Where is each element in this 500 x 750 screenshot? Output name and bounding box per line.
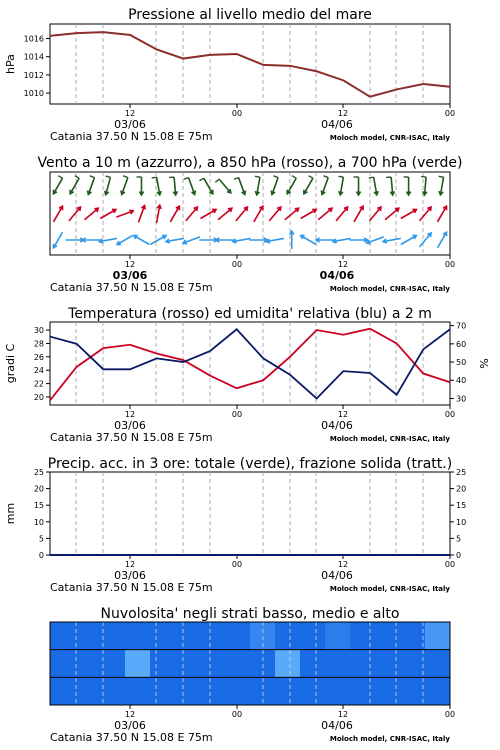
wind-arrow-700hPa bbox=[234, 178, 246, 195]
y-tick-label-right: 0 bbox=[456, 551, 462, 560]
y-tick-label-right: 5 bbox=[456, 534, 462, 544]
wind-shaft bbox=[369, 207, 381, 221]
y-tick-label-right: 60 bbox=[456, 339, 467, 349]
cloud-cell bbox=[325, 650, 351, 678]
wind-arrow-700hPa bbox=[271, 176, 278, 195]
wind-barb bbox=[234, 178, 239, 180]
chart-title: Nuvolosita' negli strati basso, medio e alto bbox=[100, 606, 400, 622]
y-tick-label-right: 20 bbox=[456, 484, 467, 494]
wind-barb bbox=[338, 176, 343, 177]
wind-arrow-700hPa bbox=[53, 176, 62, 194]
wind-shaft bbox=[269, 207, 281, 221]
wind-arrow-10m bbox=[266, 238, 284, 243]
wind-barb bbox=[309, 176, 313, 179]
panel-5 bbox=[50, 606, 455, 744]
x-tick-label: 00 bbox=[444, 710, 456, 719]
date-label: 03/06 bbox=[112, 269, 148, 282]
wind-arrow-10m bbox=[150, 235, 166, 244]
station-info: Catania 37.50 N 15.08 E 75m bbox=[50, 431, 213, 444]
date-label: 03/06 bbox=[114, 118, 146, 131]
wind-shaft bbox=[401, 236, 417, 245]
y-tick-label-right: 70 bbox=[456, 321, 467, 331]
wind-arrow-10m bbox=[438, 232, 447, 248]
wind-arrow-850hPa bbox=[269, 207, 281, 221]
wind-arrow-10m bbox=[99, 238, 117, 243]
wind-arrow-700hPa bbox=[255, 176, 260, 195]
cloud-cell bbox=[425, 622, 451, 650]
wind-arrow-700hPa bbox=[70, 176, 79, 194]
y-tick-label-right: 40 bbox=[456, 376, 467, 386]
wind-shaft bbox=[218, 208, 232, 220]
wind-arrow-850hPa bbox=[84, 208, 98, 220]
wind-shaft bbox=[150, 236, 166, 245]
date-label: 04/06 bbox=[321, 118, 353, 131]
x-tick-label: 12 bbox=[124, 710, 136, 719]
wind-arrow-850hPa bbox=[285, 208, 299, 220]
cloud-cell bbox=[325, 622, 351, 650]
cloud-cell bbox=[225, 650, 251, 678]
wind-arrow-10m bbox=[233, 238, 251, 243]
wind-arrow-700hPa bbox=[121, 176, 128, 195]
wind-shaft bbox=[301, 210, 317, 219]
wind-arrow-850hPa bbox=[354, 206, 363, 222]
wind-arrow-700hPa bbox=[88, 176, 95, 195]
y-tick-label: 1012 bbox=[23, 70, 44, 80]
wind-shaft bbox=[354, 206, 363, 222]
wind-arrow-850hPa bbox=[420, 207, 432, 221]
wind-arrow-10m bbox=[420, 233, 432, 247]
y-axis-label: hPa bbox=[4, 54, 17, 74]
cloud-cell bbox=[75, 650, 101, 678]
model-credit: Moloch model, CNR-ISAC, Italy bbox=[329, 585, 450, 593]
cloud-cell bbox=[275, 677, 301, 705]
cloud-cell bbox=[125, 622, 151, 650]
wind-shaft bbox=[438, 232, 447, 248]
wind-barb bbox=[199, 178, 203, 181]
wind-shaft bbox=[54, 206, 63, 222]
wind-arrow-10m bbox=[290, 231, 294, 249]
wind-arrow-10m bbox=[367, 237, 384, 244]
y-tick-label-right: 15 bbox=[456, 501, 467, 511]
wind-arrow-700hPa bbox=[105, 176, 111, 195]
y-axis-label-right: % bbox=[478, 358, 491, 369]
y-tick-label: 28 bbox=[33, 339, 44, 349]
wind-arrow-850hPa bbox=[186, 207, 198, 221]
wind-arrow-850hPa bbox=[318, 208, 332, 220]
wind-arrow-10m bbox=[183, 237, 200, 244]
wind-shaft bbox=[236, 207, 248, 221]
x-tick-label: 12 bbox=[337, 560, 349, 569]
wind-arrow-10m bbox=[301, 235, 317, 244]
y-tick-label: 20 bbox=[33, 484, 44, 494]
y-tick-label: 24 bbox=[33, 366, 44, 376]
wind-arrow-850hPa bbox=[200, 209, 216, 218]
y-tick-label: 0 bbox=[38, 551, 44, 560]
date-label: 03/06 bbox=[114, 419, 146, 432]
y-tick-label: 10 bbox=[33, 517, 44, 527]
panel-frame bbox=[50, 472, 450, 555]
cloud-cell bbox=[375, 677, 401, 705]
wind-shaft bbox=[254, 206, 263, 222]
wind-shaft bbox=[401, 210, 417, 219]
cloud-cell bbox=[325, 677, 351, 705]
wind-arrow-850hPa bbox=[157, 205, 162, 223]
wind-arrow-10m bbox=[401, 235, 417, 244]
wind-shaft bbox=[200, 210, 216, 219]
cloud-cell bbox=[200, 650, 226, 678]
date-label: 03/06 bbox=[114, 569, 146, 582]
wind-arrow-700hPa bbox=[338, 176, 343, 195]
y-tick-label: 30 bbox=[33, 326, 44, 336]
wind-arrow-700hPa bbox=[386, 177, 394, 195]
date-label: 04/06 bbox=[321, 569, 353, 582]
wind-arrow-700hPa bbox=[354, 177, 361, 195]
x-tick-label: 12 bbox=[124, 410, 136, 419]
wind-arrow-850hPa bbox=[254, 206, 263, 222]
wind-barb bbox=[184, 178, 189, 180]
wind-arrow-850hPa bbox=[116, 210, 133, 217]
wind-barb bbox=[106, 176, 111, 177]
y-tick-label: 26 bbox=[33, 352, 44, 362]
wind-arrow-700hPa bbox=[184, 178, 196, 195]
model-credit: Moloch model, CNR-ISAC, Italy bbox=[329, 735, 450, 743]
cloud-cell bbox=[300, 650, 326, 678]
wind-arrow-10m bbox=[316, 238, 334, 242]
wind-arrow-10m bbox=[249, 238, 267, 242]
y-tick-label-right: 30 bbox=[456, 394, 467, 404]
cloud-cell bbox=[125, 677, 151, 705]
date-label: 03/06 bbox=[114, 719, 146, 732]
cloud-cell bbox=[100, 650, 126, 678]
wind-arrow-850hPa bbox=[54, 206, 63, 222]
wind-arrow-850hPa bbox=[218, 208, 232, 220]
cloud-cell bbox=[150, 622, 176, 650]
wind-arrow-10m bbox=[134, 235, 150, 244]
cloud-cell bbox=[375, 650, 401, 678]
wind-shaft bbox=[420, 233, 432, 247]
wind-arrow-700hPa bbox=[421, 177, 427, 195]
wind-arrow-850hPa bbox=[138, 206, 145, 223]
wind-arrow-700hPa bbox=[169, 177, 177, 195]
y-tick-label: 5 bbox=[38, 534, 44, 544]
panel-1 bbox=[4, 7, 455, 143]
y-tick-label: 1010 bbox=[23, 89, 44, 99]
y-tick-label: 15 bbox=[33, 501, 44, 511]
cloud-cell bbox=[275, 622, 301, 650]
wind-arrow-700hPa bbox=[199, 178, 212, 194]
wind-shaft bbox=[54, 178, 63, 194]
wind-arrow-700hPa bbox=[215, 179, 230, 193]
cloud-cell bbox=[175, 650, 201, 678]
cloud-cell bbox=[400, 650, 426, 678]
cloud-cell bbox=[400, 622, 426, 650]
wind-shaft bbox=[54, 232, 63, 248]
wind-barb bbox=[58, 176, 62, 179]
cloud-cell bbox=[350, 677, 376, 705]
wind-arrow-850hPa bbox=[401, 209, 417, 218]
wind-barb bbox=[292, 176, 296, 179]
wind-arrow-10m bbox=[216, 238, 234, 242]
cloud-cell bbox=[400, 677, 426, 705]
wind-arrow-700hPa bbox=[304, 176, 313, 194]
x-tick-label: 12 bbox=[124, 109, 136, 118]
cloud-cell bbox=[200, 677, 226, 705]
wind-arrow-700hPa bbox=[404, 177, 411, 195]
wind-barb bbox=[273, 176, 278, 178]
x-tick-label: 12 bbox=[337, 109, 349, 118]
wind-barb bbox=[255, 176, 260, 177]
cloud-cell bbox=[300, 622, 326, 650]
y-tick-label-right: 50 bbox=[456, 358, 467, 368]
wind-arrow-850hPa bbox=[369, 207, 381, 221]
cloud-cell bbox=[275, 650, 301, 678]
y-tick-label-right: 10 bbox=[456, 517, 467, 527]
wind-shaft bbox=[438, 206, 447, 222]
wind-barb bbox=[90, 176, 95, 178]
wind-shaft bbox=[318, 208, 332, 220]
wind-shaft bbox=[287, 178, 296, 194]
cloud-cell bbox=[150, 677, 176, 705]
wind-arrow-850hPa bbox=[236, 207, 248, 221]
model-credit: Moloch model, CNR-ISAC, Italy bbox=[329, 435, 450, 443]
cloud-cell bbox=[225, 622, 251, 650]
station-info: Catania 37.50 N 15.08 E 75m bbox=[50, 581, 213, 594]
cloud-cell bbox=[75, 622, 101, 650]
wind-arrow-850hPa bbox=[438, 206, 447, 222]
wind-arrow-10m bbox=[166, 238, 184, 243]
x-tick-label: 12 bbox=[124, 560, 136, 569]
wind-arrow-10m bbox=[383, 238, 401, 243]
x-tick-label: 00 bbox=[231, 260, 243, 269]
wind-arrow-700hPa bbox=[136, 177, 143, 195]
x-tick-label: 12 bbox=[337, 710, 349, 719]
x-tick-label: 00 bbox=[231, 109, 243, 118]
wind-arrow-700hPa bbox=[321, 176, 328, 195]
wind-arrow-700hPa bbox=[152, 177, 161, 195]
date-label: 04/06 bbox=[319, 269, 355, 282]
model-credit: Moloch model, CNR-ISAC, Italy bbox=[329, 285, 450, 293]
wind-shaft bbox=[304, 178, 313, 194]
y-tick-label: 1016 bbox=[23, 34, 44, 44]
x-tick-label: 00 bbox=[231, 710, 243, 719]
y-tick-label-right: 25 bbox=[456, 468, 467, 477]
cloud-cell bbox=[50, 622, 76, 650]
cloud-cell bbox=[75, 677, 101, 705]
panel-2 bbox=[37, 155, 462, 294]
cloud-cell bbox=[350, 650, 376, 678]
station-info: Catania 37.50 N 15.08 E 75m bbox=[50, 731, 213, 744]
pressure-line bbox=[50, 32, 450, 97]
wind-barb bbox=[439, 176, 444, 177]
station-info: Catania 37.50 N 15.08 E 75m bbox=[50, 281, 213, 294]
wind-arrow-10m bbox=[350, 238, 368, 242]
station-info: Catania 37.50 N 15.08 E 75m bbox=[50, 130, 213, 143]
cloud-cell bbox=[300, 677, 326, 705]
wind-arrow-10m bbox=[117, 236, 133, 245]
y-tick-label: 22 bbox=[33, 379, 44, 389]
wind-arrow-850hPa bbox=[301, 209, 317, 218]
wind-arrow-10m bbox=[53, 232, 62, 248]
wind-shaft bbox=[84, 208, 98, 220]
y-tick-label: 20 bbox=[33, 392, 44, 402]
wind-shaft bbox=[70, 178, 79, 194]
wind-barb bbox=[324, 176, 329, 178]
x-tick-label: 00 bbox=[444, 560, 456, 569]
wind-arrow-10m bbox=[82, 238, 100, 242]
wind-shaft bbox=[285, 208, 299, 220]
chart-title: Pressione al livello medio del mare bbox=[128, 7, 372, 23]
x-tick-label: 12 bbox=[337, 260, 349, 269]
wind-arrow-10m bbox=[333, 238, 351, 243]
wind-arrow-850hPa bbox=[69, 207, 81, 221]
y-tick-label: 25 bbox=[33, 468, 44, 477]
cloud-cell bbox=[50, 650, 76, 678]
wind-shaft bbox=[204, 178, 213, 194]
chart-title: Vento a 10 m (azzurro), a 850 hPa (rosso), a 700 hPa (verde) bbox=[37, 155, 463, 171]
cloud-cell bbox=[425, 677, 451, 705]
wind-shaft bbox=[134, 236, 150, 245]
cloud-cell bbox=[225, 677, 251, 705]
wind-shaft bbox=[385, 208, 399, 220]
cloud-cell bbox=[50, 677, 76, 705]
wind-barb bbox=[369, 177, 374, 178]
cloud-cell bbox=[375, 622, 401, 650]
cloud-cell bbox=[125, 650, 151, 678]
panel-3 bbox=[4, 306, 491, 444]
wind-arrow-850hPa bbox=[385, 208, 399, 220]
wind-shaft bbox=[186, 207, 198, 221]
panel-frame bbox=[50, 322, 450, 405]
wind-shaft bbox=[170, 206, 179, 222]
wind-shaft bbox=[219, 179, 231, 193]
wind-arrow-700hPa bbox=[439, 176, 444, 195]
cloud-cell bbox=[100, 677, 126, 705]
wind-arrow-850hPa bbox=[336, 207, 348, 221]
wind-barb bbox=[215, 179, 219, 182]
wind-barb bbox=[123, 176, 128, 178]
panel-4 bbox=[4, 456, 466, 594]
wind-shaft bbox=[420, 207, 432, 221]
date-label: 04/06 bbox=[321, 719, 353, 732]
cloud-cell bbox=[100, 622, 126, 650]
x-tick-label: 12 bbox=[337, 410, 349, 419]
cloud-cell bbox=[350, 622, 376, 650]
wind-shaft bbox=[117, 236, 133, 245]
date-label: 04/06 bbox=[321, 419, 353, 432]
x-tick-label: 00 bbox=[444, 260, 456, 269]
wind-barb bbox=[152, 177, 157, 178]
wind-barb bbox=[75, 176, 79, 179]
chart-title: Temperatura (rosso) ed umidita' relativa (blu) a 2 m bbox=[68, 306, 432, 322]
wind-shaft bbox=[301, 236, 317, 245]
wind-arrow-700hPa bbox=[287, 176, 296, 194]
cloud-cell bbox=[200, 622, 226, 650]
x-tick-label: 00 bbox=[444, 109, 456, 118]
y-axis-label: gradi C bbox=[4, 343, 17, 384]
wind-arrow-850hPa bbox=[170, 206, 179, 222]
y-tick-label: 1014 bbox=[23, 52, 44, 62]
y-axis-label: mm bbox=[4, 502, 17, 525]
cloud-cell bbox=[425, 650, 451, 678]
model-credit: Moloch model, CNR-ISAC, Italy bbox=[329, 134, 450, 142]
cloud-cell bbox=[150, 650, 176, 678]
cloud-cell bbox=[175, 622, 201, 650]
x-tick-label: 12 bbox=[124, 260, 136, 269]
x-tick-label: 00 bbox=[444, 410, 456, 419]
chart-title: Precip. acc. in 3 ore: totale (verde), frazione solida (tratt.) bbox=[47, 456, 453, 472]
wind-shaft bbox=[336, 207, 348, 221]
wind-shaft bbox=[69, 207, 81, 221]
x-tick-label: 00 bbox=[231, 560, 243, 569]
x-tick-label: 00 bbox=[231, 410, 243, 419]
cloud-cell bbox=[175, 677, 201, 705]
